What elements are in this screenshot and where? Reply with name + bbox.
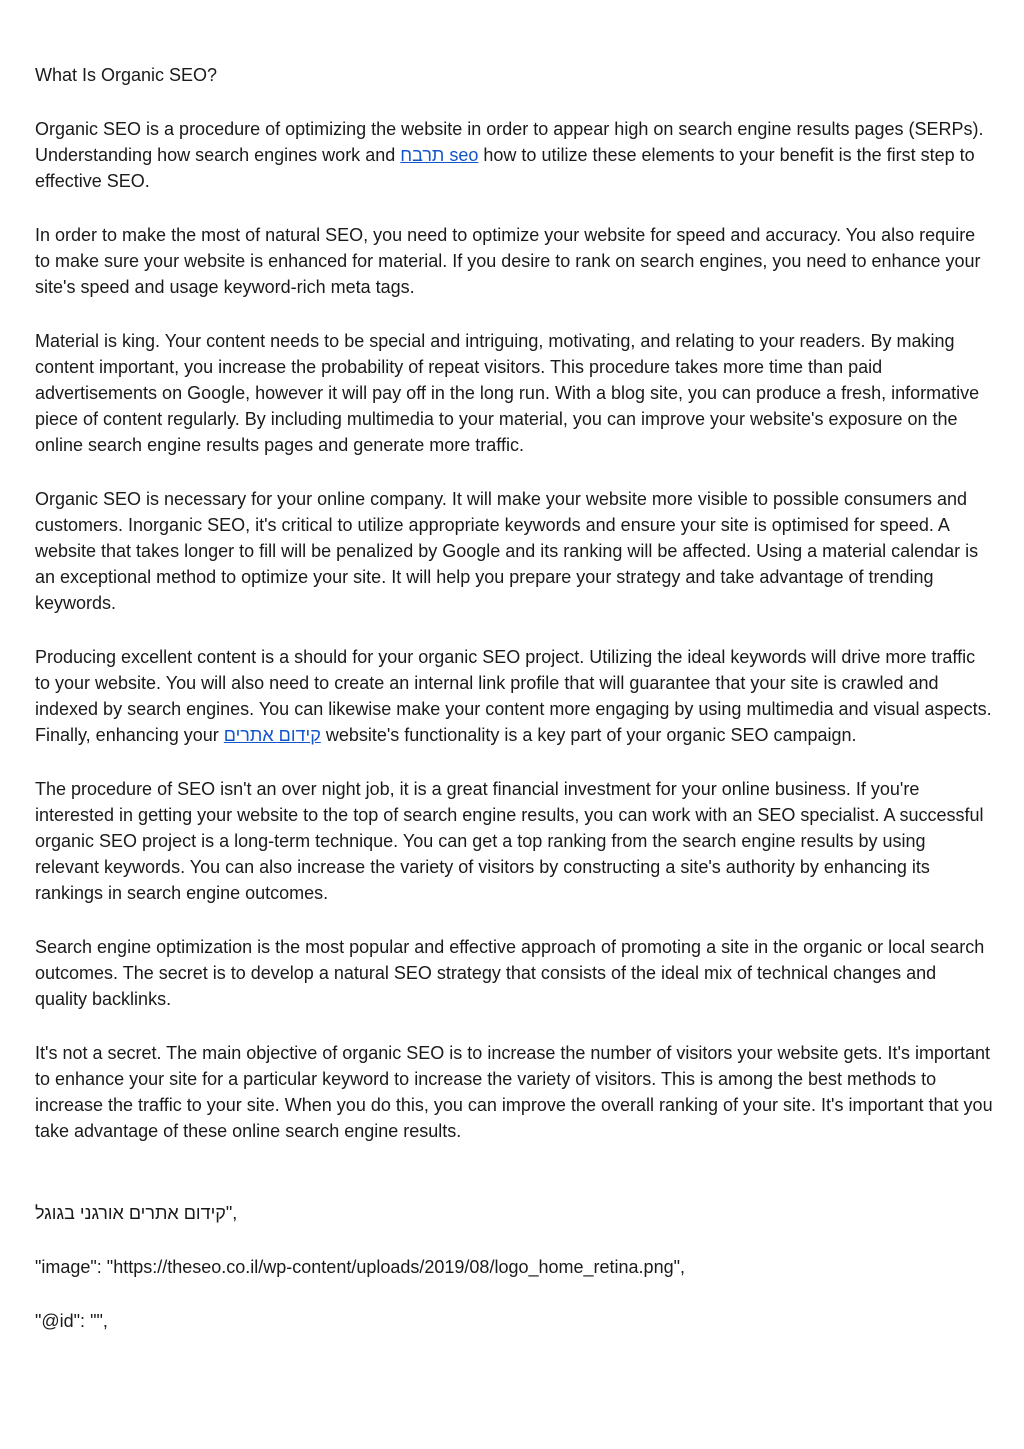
paragraph-3: Material is king. Your content needs to be special and intriguing, motivating, and relating to your readers. By making content important, you increase the probability of repeat visitors. This procedure takes more time than paid advertisements on Google, however it will pay off in the long run. With a blog site, you can produce a fresh, informative piece of content regularly. By including multimedia to your material, you can improve your website's exposure on the online search engine results pages and generate more traffic. xyxy=(35,331,980,455)
section-spacer xyxy=(35,1172,993,1200)
paragraph-6: The procedure of SEO isn't an over night job, it is a great financial investment for your online business. If you're interested in getting your website to the top of search engine results, you can work with an SEO specialist. A successful organic SEO project is a long-term technique. You can get a top ranking from the search engine results by using relevant keywords. You can also increase the variety of visitors by constructing a site's authority by enhancing its rankings in search engine outcomes. xyxy=(35,779,984,903)
paragraph-8: It's not a secret. The main objective of organic SEO is to increase the number of visitors your website gets. It's important to enhance your site for a particular keyword to increase the variety of visitors. This is among the best methods to increase the traffic to your site. When you do this, you can improve the overall ranking of your site. It's important that you take advantage of these online search engine results. xyxy=(35,1043,993,1141)
paragraph-2: In order to make the most of natural SEO, you need to optimize your website for speed and accuracy. You also require to make sure your website is enhanced for material. If you desire to rank on search engines, you need to enhance your site's speed and usage keyword-rich meta tags. xyxy=(35,225,981,297)
meta-line-name: קידום אתרים אורגני בגוגל", xyxy=(35,1203,238,1223)
site-promotion-link[interactable]: קידום אתרים xyxy=(223,725,321,745)
meta-line-id: "@id": "", xyxy=(35,1311,108,1331)
paragraph-5 xyxy=(35,644,993,748)
seo-link[interactable]: תרבח seo xyxy=(400,145,479,165)
paragraph-1 xyxy=(35,116,993,194)
paragraph-5-text-before: Producing excellent content is a should for your organic SEO project. Utilizing the ideal keywords will drive more traffic to your website. You will also need to create an internal link profile that will guarantee that your site is crawled and indexed by search engines. You can likewise make your content more engaging by using multimedia and visual aspects. Finally, enhancing your xyxy=(35,647,992,745)
paragraph-7: Search engine optimization is the most popular and effective approach of promoting a site in the organic or local search outcomes. The secret is to develop a natural SEO strategy that consists of the ideal mix of technical changes and quality backlinks. xyxy=(35,937,985,1009)
page-title: What Is Organic SEO? xyxy=(35,65,218,85)
article-page xyxy=(35,62,993,1362)
paragraph-4: Organic SEO is necessary for your online company. It will make your website more visible to possible consumers and customers. Inorganic SEO, it's critical to utilize appropriate keywords and ensure your site is optimised for speed. A website that takes longer to fill will be penalized by Google and its ranking will be affected. Using a material calendar is an exceptional method to optimize your site. It will help you prepare your strategy and take advantage of trending keywords. xyxy=(35,489,979,613)
meta-line-image: "image": "https://theseo.co.il/wp-content/uploads/2019/08/logo_home_retina.png", xyxy=(35,1257,685,1277)
paragraph-1-text-before: Organic SEO is a procedure of optimizing the website in order to appear high on search engine results pages (SERPs). Understanding how search engines work and xyxy=(35,119,984,165)
paragraph-1-text-after: how to utilize these elements to your benefit is the first step to effective SEO. xyxy=(35,145,975,191)
paragraph-5-text-after: website's functionality is a key part of your organic SEO campaign. xyxy=(320,725,857,745)
